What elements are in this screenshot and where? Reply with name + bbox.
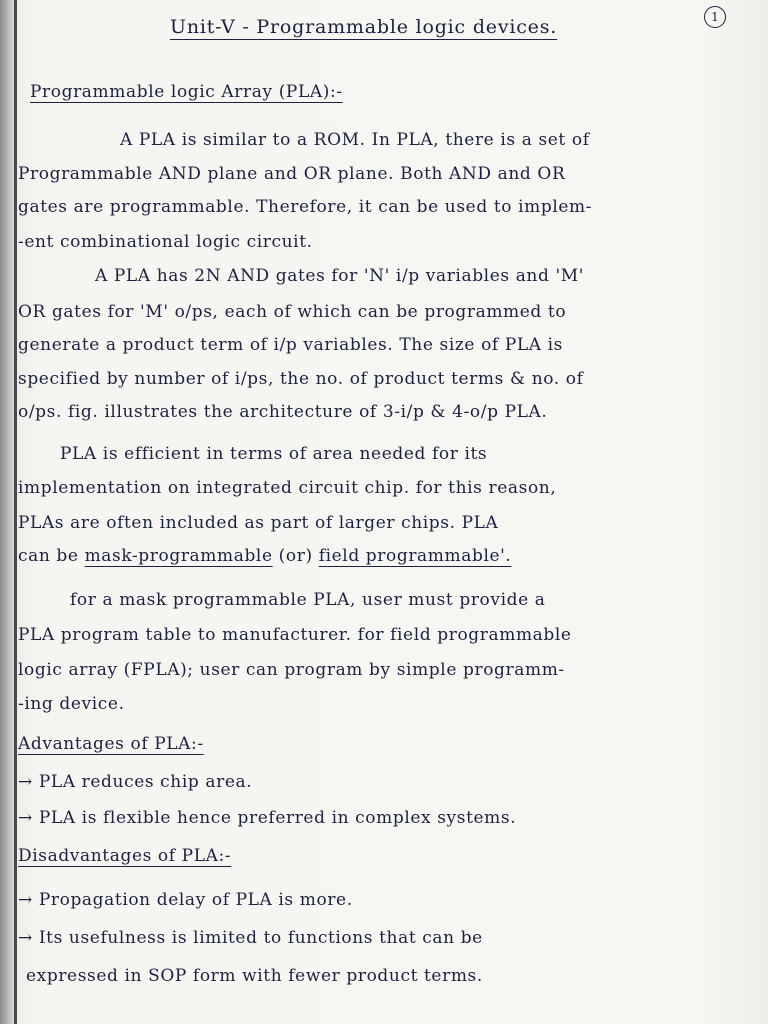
para2-line: OR gates for 'M' o/ps, each of which can be programmed to (18, 302, 567, 322)
para4-line: PLA program table to manufacturer. for field programmable (18, 625, 572, 645)
page-number: 1 (704, 6, 726, 28)
para1-line: gates are programmable. Therefore, it can be used to implem- (18, 197, 593, 217)
section-heading: Programmable logic Array (PLA):- (30, 82, 343, 102)
para2-line: A PLA has 2N AND gates for 'N' i/p variables and 'M' (95, 266, 585, 286)
para3-line: implementation on integrated circuit chip. for this reason, (18, 478, 557, 498)
page-margin-edge (14, 0, 17, 1024)
para4-line: for a mask programmable PLA, user must provide a (70, 590, 546, 610)
page-binding-shadow (0, 0, 14, 1024)
para3-middle: (or) (272, 546, 319, 566)
para4-line: logic array (FPLA); user can program by simple programm- (18, 660, 565, 680)
advantage-item: → PLA reduces chip area. (18, 772, 253, 792)
disadvantage-item: → Propagation delay of PLA is more. (18, 890, 353, 910)
disadvantage-item: → Its usefulness is limited to functions that can be (18, 928, 483, 948)
advantage-item: → PLA is flexible hence preferred in complex systems. (18, 808, 517, 828)
para3-line: PLA is efficient in terms of area needed for its (60, 444, 488, 464)
para3-line: PLAs are often included as part of larger chips. PLA (18, 513, 499, 533)
para4-line: -ing device. (18, 694, 125, 714)
page-title: Unit-V - Programmable logic devices. (170, 16, 558, 38)
para1-line: -ent combinational logic circuit. (18, 232, 313, 252)
para3-prefix: can be (18, 546, 85, 566)
disadvantages-heading: Disadvantages of PLA:- (18, 846, 232, 866)
para1-line: A PLA is similar to a ROM. In PLA, there is a set of (120, 130, 590, 150)
para2-line: specified by number of i/ps, the no. of product terms & no. of (18, 369, 584, 389)
disadvantage-item-continued: expressed in SOP form with fewer product terms. (26, 966, 483, 986)
para1-line: Programmable AND plane and OR plane. Both AND and OR (18, 164, 566, 184)
field-programmable-term: field programmable'. (318, 546, 512, 566)
para3-last-line (18, 546, 758, 566)
para2-line: generate a product term of i/p variables. The size of PLA is (18, 335, 563, 355)
para2-line: o/ps. fig. illustrates the architecture of 3-i/p & 4-o/p PLA. (18, 402, 548, 422)
mask-programmable-term: mask-programmable (84, 546, 273, 566)
advantages-heading: Advantages of PLA:- (18, 734, 204, 754)
